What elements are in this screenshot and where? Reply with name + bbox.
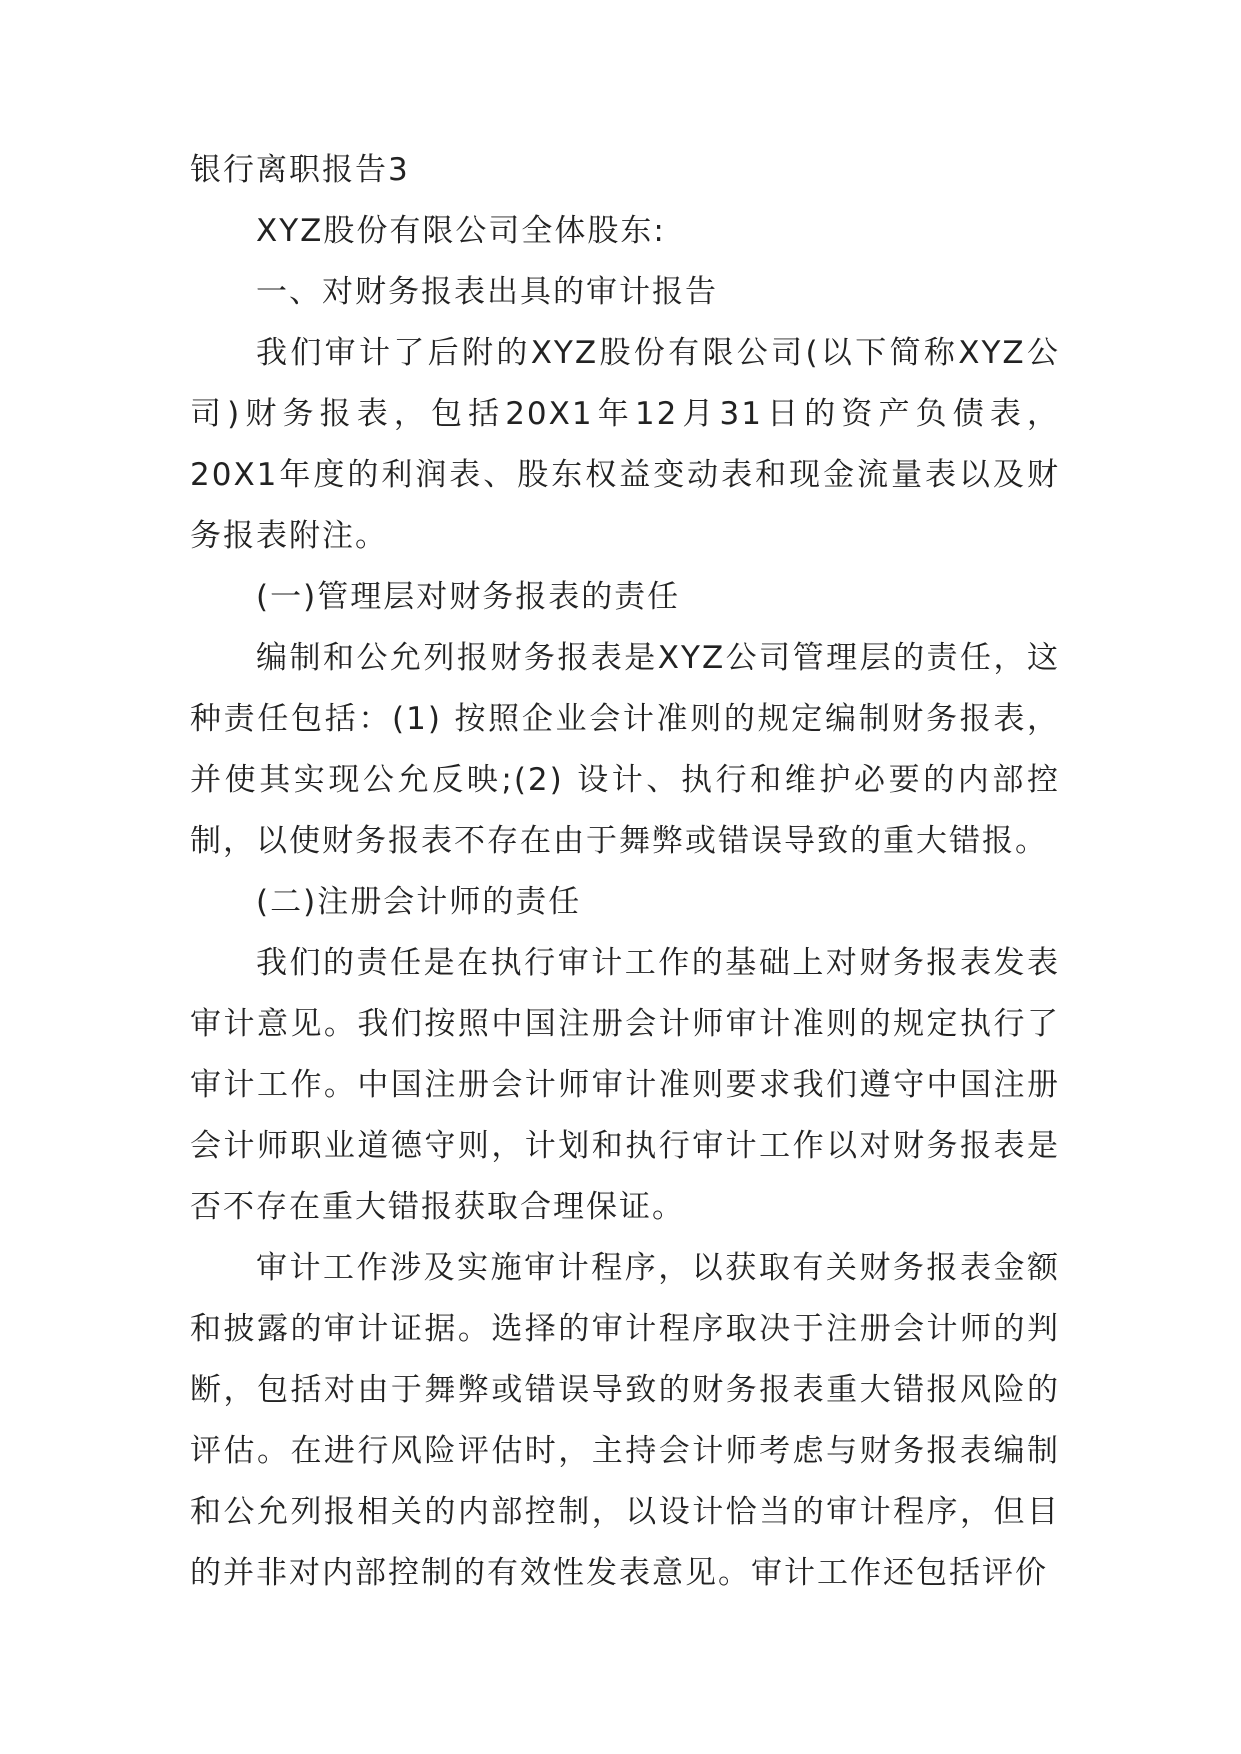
- paragraph-auditor-responsibility: 我们的责任是在执行审计工作的基础上对财务报表发表审计意见。我们按照中国注册会计师审计准则的规定执行了审计工作。中国注册会计师审计准则要求我们遵守中国注册会计师职业道德守则，计划和执行审计工作以对财务报表是否不存在重大错报获取合理保证。: [190, 945, 1060, 1225]
- paragraph-management-responsibility: 编制和公允列报财务报表是XYZ公司管理层的责任，这种责任包括：(1) 按照企业会计准则的规定编制财务报表，并使其实现公允反映;(2) 设计、执行和维护必要的内部控制，以使财务报表不存在由于舞弊或错误导致的重大错报。: [190, 640, 1060, 859]
- document-title: 银行离职报告3: [190, 152, 410, 188]
- subsection-heading-management: (一)管理层对财务报表的责任: [256, 579, 681, 615]
- document-body: [190, 140, 1060, 1604]
- paragraph-audit-procedures: 审计工作涉及实施审计程序，以获取有关财务报表金额和披露的审计证据。选择的审计程序取决于注册会计师的判断，包括对由于舞弊或错误导致的财务报表重大错报风险的评估。在进行风险评估时，主持会计师考虑与财务报表编制和公允列报相关的内部控制，以设计恰当的审计程序，但目的并非对内部控制的有效性发表意见。审计工作还包括评价: [190, 1250, 1060, 1591]
- paragraph-audit-scope: 我们审计了后附的XYZ股份有限公司(以下简称XYZ公司)财务报表，包括20X1年12月31日的资产负债表，20X1年度的利润表、股东权益变动表和现金流量表以及财务报表附注。: [190, 335, 1060, 554]
- subsection-heading-auditor: (二)注册会计师的责任: [256, 884, 582, 920]
- section-heading-audit-report: 一、对财务报表出具的审计报告: [256, 274, 718, 310]
- addressee: XYZ股份有限公司全体股东:: [256, 213, 666, 249]
